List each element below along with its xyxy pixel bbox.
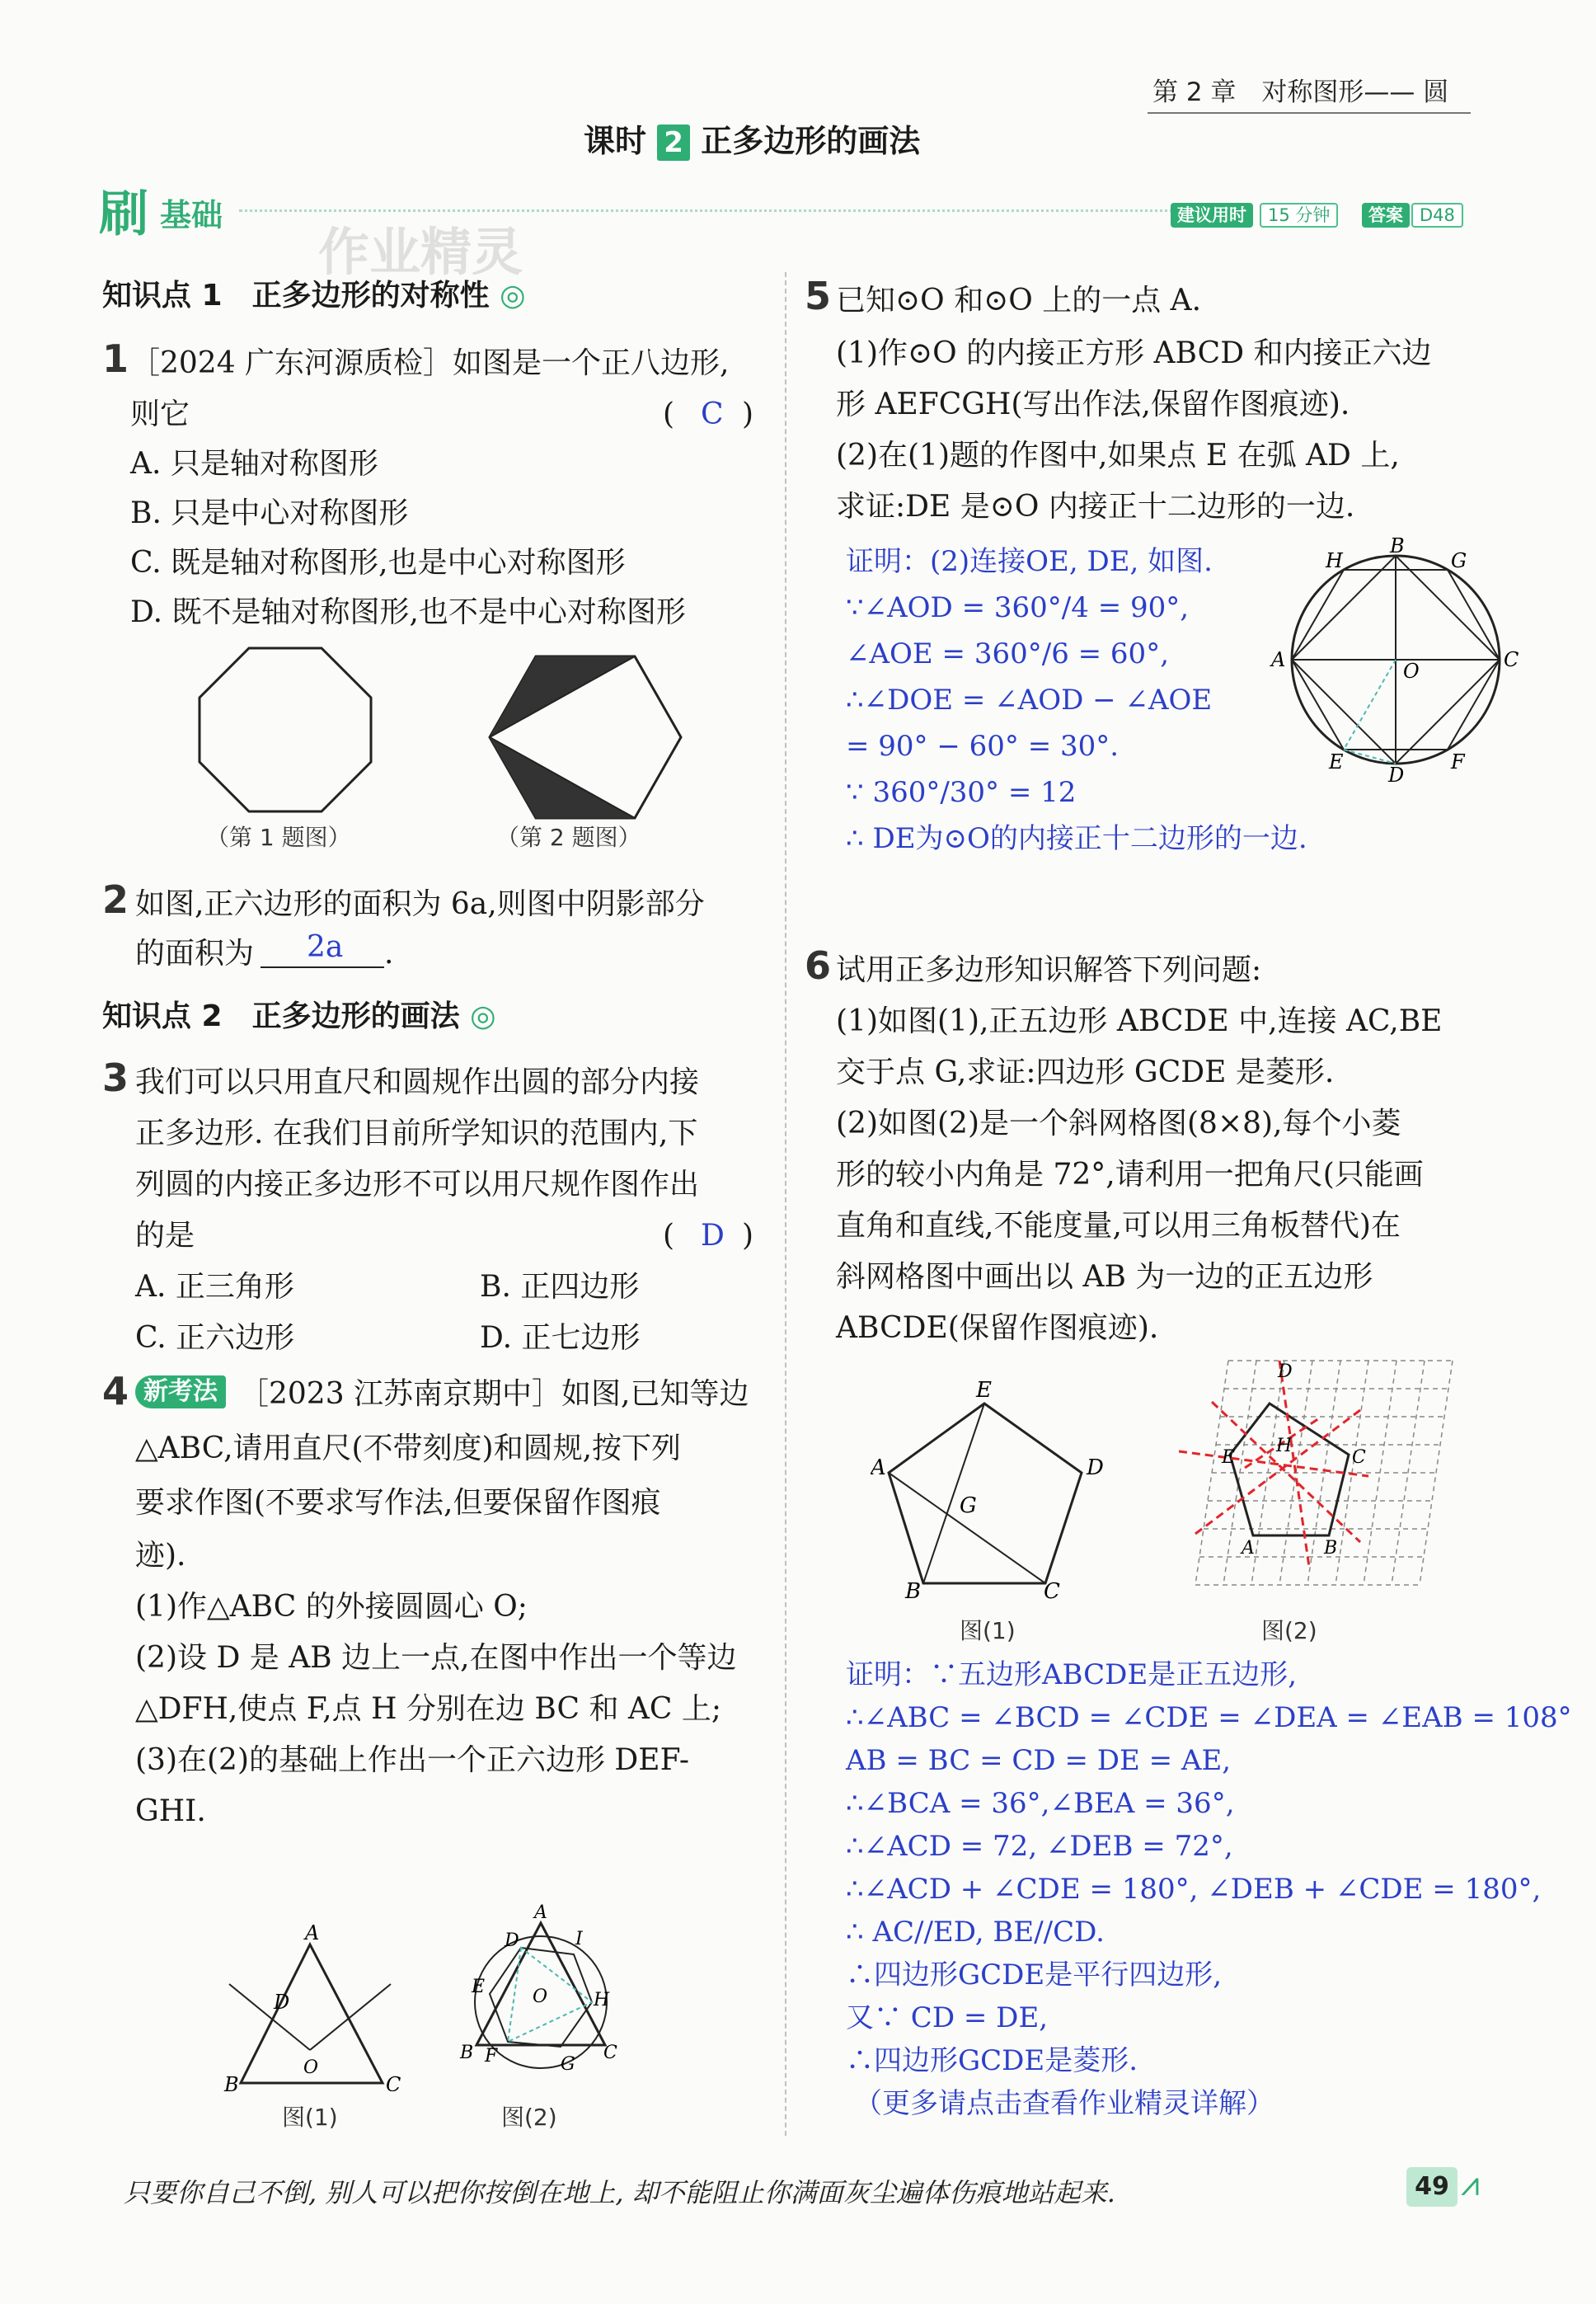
q6-solution-6: ∴∠ACD + ∠CDE = 180°, ∠DEB + ∠CDE = 180°,	[846, 1873, 1542, 1906]
q1-option-a: A. 只是轴对称图形	[130, 447, 378, 481]
q6-solution-10: ∴四边形GCDE是菱形.	[846, 2044, 1138, 2077]
svg-text:H: H	[594, 1990, 610, 2010]
q6-pentagon-figure	[871, 1371, 1110, 1610]
svg-text:E: E	[1222, 1447, 1236, 1468]
chapter-title: 第 2 章 对称图形—— 圆	[1152, 78, 1449, 107]
q5-solution-1: 证明：(2)连接OE, DE, 如图.	[846, 545, 1213, 578]
q4-line5: (1)作△ABC 的外接圆圆心 O;	[135, 1590, 528, 1624]
svg-text:C: C	[386, 2073, 401, 2091]
q5-solution-6: ∵ 360°/30° = 12	[846, 776, 1077, 809]
svg-text:C: C	[1044, 1579, 1060, 1604]
q2-line2-post: .	[384, 937, 394, 971]
q5-solution-3: ∠AOE = 360°/6 = 60°,	[846, 637, 1169, 670]
svg-text:O: O	[1403, 660, 1420, 683]
q5-line3: 形 AEFCGH(写出作法,保留作图痕迹).	[836, 388, 1350, 421]
q4-line4: 迹).	[135, 1539, 186, 1573]
q4-fig1-caption: 图(1)	[282, 2104, 338, 2131]
q4-line8: (3)在(2)的基础上作出一个正六边形 DEF-	[135, 1743, 690, 1777]
svg-text:H: H	[1326, 549, 1343, 572]
answer-tag: 答案	[1362, 203, 1410, 228]
lesson-title: 课时 2 正多边形的画法	[584, 123, 921, 159]
q2-answer: 2a	[307, 930, 344, 964]
section-banner	[99, 178, 1467, 282]
q6-solution-7: ∴ AC//ED, BE//CD.	[846, 1916, 1105, 1949]
q6-line2: (1)如图(1),正五边形 ABCDE 中,连接 AC,BE	[836, 1004, 1443, 1038]
svg-text:G: G	[1451, 549, 1467, 572]
q3-line2: 正多边形. 在我们目前所学知识的范围内,下	[135, 1117, 698, 1150]
q2-line1: 如图,正六边形的面积为 6a,则图中阴影部分	[135, 887, 705, 921]
svg-text:B: B	[1390, 536, 1405, 557]
time-value: 15 分钟	[1260, 203, 1338, 228]
q5-circle-figure	[1268, 536, 1523, 783]
q6-line7: 斜网格图中画出以 AB 为一边的正五边形	[836, 1260, 1373, 1294]
q6-fig1-caption: 图(1)	[960, 1617, 1016, 1644]
q6-number: 6	[805, 943, 832, 988]
svg-text:C: C	[603, 2043, 617, 2063]
q6-line1: 试用正多边形知识解答下列问题:	[836, 953, 1262, 987]
svg-text:A: A	[534, 1902, 547, 1923]
q4-line9: GHI.	[135, 1794, 206, 1828]
q3-option-d: D. 正七边形	[480, 1321, 641, 1355]
svg-text:D: D	[274, 1991, 290, 2014]
q1-line1: ［2024 广东河源质检］如图是一个正八边形,	[130, 346, 730, 380]
q6-solution-2: ∴∠ABC = ∠BCD = ∠CDE = ∠DEA = ∠EAB = 108°	[846, 1701, 1572, 1734]
q2-line2-pre: 的面积为	[135, 937, 255, 971]
svg-text:A: A	[1271, 648, 1286, 671]
svg-text:C: C	[1504, 648, 1519, 671]
compass-icon: ⩘	[1461, 2165, 1480, 2203]
q6-solution-8: ∴四边形GCDE是平行四边形,	[846, 1958, 1223, 1991]
q6-line3: 交于点 G,求证:四边形 GCDE 是菱形.	[836, 1056, 1335, 1089]
q3-option-a: A. 正三角形	[135, 1270, 294, 1304]
q3-answer: D	[701, 1219, 725, 1253]
q4-number: 4	[102, 1369, 129, 1413]
svg-text:D: D	[505, 1930, 519, 1951]
octagon	[200, 648, 371, 811]
q6-solution-9: 又∵ CD = DE,	[846, 2001, 1049, 2034]
q5-solution-5: = 90° − 60° = 30°.	[846, 730, 1120, 763]
q5-solution-7: ∴ DE为⊙O的内接正十二边形的一边.	[846, 822, 1307, 855]
q1-paren-open: (	[663, 397, 675, 431]
svg-text:A: A	[305, 1921, 320, 1944]
q4-line1: ［2023 江苏南京期中］如图,已知等边	[239, 1377, 749, 1411]
svg-text:D: D	[1388, 764, 1405, 783]
q3-line3: 列圆的内接正多边形不可以用尺规作图作出	[135, 1168, 700, 1201]
svg-text:A: A	[1242, 1538, 1255, 1559]
svg-text:B: B	[224, 2073, 239, 2091]
svg-text:E: E	[1329, 750, 1344, 773]
target-icon: ◎	[470, 999, 496, 1033]
svg-text:A: A	[871, 1455, 886, 1480]
q2-hexagon-figure	[486, 651, 684, 825]
q3-option-b: B. 正四边形	[480, 1270, 640, 1304]
footer-motto: 只要你自己不倒, 别人可以把你按倒在地上, 却不能阻止你满面灰尘遍体伤痕地站起来.	[124, 2177, 1115, 2208]
chapter-header	[1148, 69, 1471, 114]
watermark: 作业精灵	[318, 222, 523, 282]
page-number: 49	[1406, 2167, 1458, 2207]
svg-text:G: G	[960, 1493, 977, 1518]
q1-octagon-figure	[195, 643, 376, 816]
svg-text:H: H	[1276, 1436, 1293, 1456]
answer-value: D48	[1411, 203, 1463, 228]
svg-text:B: B	[905, 1579, 922, 1604]
q1-option-c: C. 既是轴对称图形,也是中心对称图形	[130, 546, 626, 580]
q1-option-d: D. 既不是轴对称图形,也不是中心对称图形	[130, 595, 686, 629]
q3-paren-close: )	[742, 1219, 754, 1253]
q2-blank-line	[261, 966, 384, 968]
svg-text:B: B	[1324, 1538, 1338, 1559]
svg-text:O: O	[303, 2057, 319, 2078]
shua-logo: 刷	[99, 186, 148, 243]
svg-text:B: B	[460, 2043, 474, 2063]
q6-solution-5: ∴∠ACD = 72, ∠DEB = 72°,	[846, 1830, 1233, 1863]
q1-answer: C	[701, 397, 724, 431]
footer	[99, 2161, 1500, 2218]
svg-text:E: E	[976, 1378, 992, 1403]
q6-grid-figure	[1162, 1352, 1467, 1600]
q5-number: 5	[805, 274, 832, 318]
q4-figure-2	[452, 1897, 633, 2095]
jichu-label: 基础	[160, 197, 223, 233]
q5-line2: (1)作⊙O 的内接正方形 ABCD 和内接正六边	[836, 336, 1432, 370]
q5-line1: 已知⊙O 和⊙O 上的一点 A.	[836, 284, 1202, 317]
svg-text:G: G	[561, 2054, 575, 2075]
q3-paren-open: (	[663, 1219, 675, 1253]
q6-solution-4: ∴∠BCA = 36°,∠BEA = 36°,	[846, 1787, 1235, 1820]
q1-line2: 则它	[130, 397, 190, 431]
q3-option-c: C. 正六边形	[135, 1321, 295, 1355]
q6-line5: 形的较小内角是 72°,请利用一把角尺(只能画	[836, 1158, 1424, 1192]
q6-solution-3: AB = BC = CD = DE = AE,	[846, 1744, 1232, 1777]
q6-line4: (2)如图(2)是一个斜网格图(8×8),每个小菱	[836, 1107, 1401, 1140]
column-divider	[785, 272, 786, 2136]
q6-line8: ABCDE(保留作图痕迹).	[836, 1311, 1159, 1345]
svg-text:D: D	[1087, 1455, 1104, 1480]
q6-fig2-caption: 图(2)	[1261, 1617, 1317, 1644]
q1-number: 1	[102, 336, 129, 381]
q2-number: 2	[102, 877, 129, 922]
q5-solution-4: ∴∠DOE = ∠AOD − ∠AOE	[846, 684, 1213, 717]
q3-line1: 我们可以只用直尺和圆规作出圆的部分内接	[135, 1065, 700, 1099]
time-tag: 建议用时	[1171, 203, 1253, 228]
target-icon: ◎	[500, 279, 526, 313]
q6-line6: 直角和直线,不能度量,可以用三角板替代)在	[836, 1209, 1401, 1243]
kp1-heading: 知识点 1 正多边形的对称性 ◎	[102, 279, 526, 313]
q5-line5: 求证:DE 是⊙O 内接正十二边形的一边.	[836, 490, 1355, 524]
q4-fig2-caption: 图(2)	[501, 2104, 557, 2131]
svg-text:F: F	[1451, 750, 1465, 773]
q6-solution-1: 证明：∵五边形ABCDE是正五边形,	[846, 1658, 1298, 1691]
svg-text:D: D	[1278, 1361, 1293, 1382]
new-method-badge: 新考法	[135, 1375, 226, 1408]
q3-line4: 的是	[135, 1219, 195, 1253]
q2-caption: （第 2 题图）	[496, 824, 641, 851]
q4-line6: (2)设 D 是 AB 边上一点,在图中作出一个等边	[135, 1641, 737, 1675]
q1-caption: （第 1 题图）	[206, 824, 351, 851]
q1-option-b: B. 只是中心对称图形	[130, 496, 409, 530]
q3-number: 3	[102, 1056, 129, 1100]
more-details-link[interactable]: （更多请点击查看作业精灵详解）	[854, 2087, 1274, 2120]
svg-text:I: I	[575, 1929, 583, 1949]
q5-line4: (2)在(1)题的作图中,如果点 E 在弧 AD 上,	[836, 439, 1400, 473]
kp2-heading: 知识点 2 正多边形的画法 ◎	[102, 999, 496, 1033]
q5-solution-2: ∵∠AOD = 360°/4 = 90°,	[846, 591, 1190, 624]
q4-line2: △ABC,请用直尺(不带刻度)和圆规,按下列	[135, 1432, 682, 1465]
svg-text:O: O	[533, 1987, 548, 2007]
q1-paren-close: )	[742, 397, 754, 431]
q4-line3: 要求作图(不要求写作法,但要保留作图痕	[135, 1486, 661, 1520]
q4-figure-1	[221, 1918, 411, 2091]
svg-text:F: F	[485, 2046, 498, 2067]
lesson-number-badge: 2	[657, 125, 690, 161]
q4-line7: △DFH,使点 F,点 H 分别在边 BC 和 AC 上;	[135, 1692, 722, 1726]
svg-text:E: E	[472, 1977, 486, 1997]
svg-text:C: C	[1352, 1447, 1366, 1468]
